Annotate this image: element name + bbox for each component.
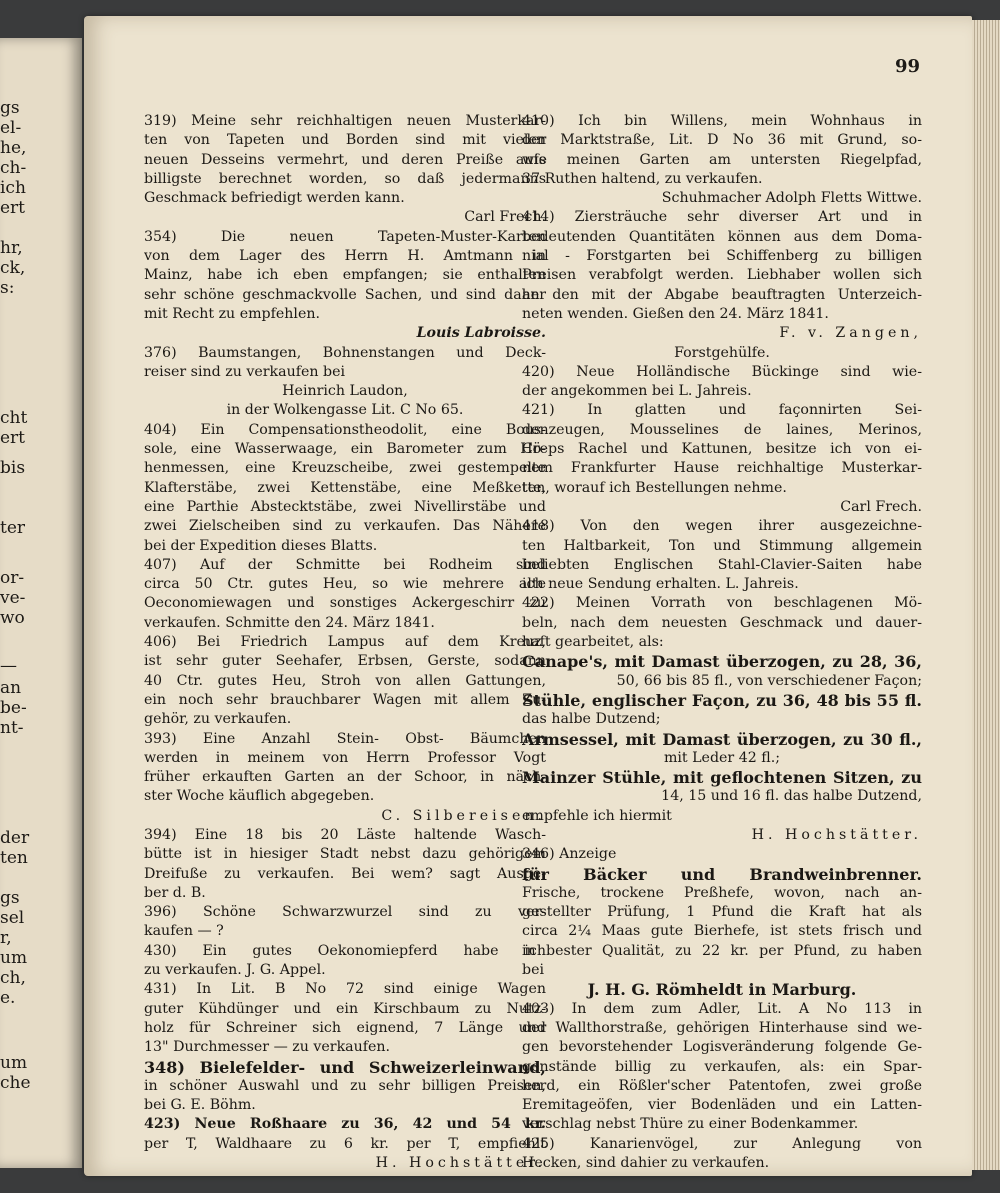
text-line: früher erkauften Garten an der Schoor, in näch- <box>144 769 546 786</box>
text-line: F. v. Zangen, <box>779 325 922 342</box>
left-page-fragment: or- <box>0 568 25 588</box>
text-line: billigste berechnet worden, so daß jedermanns <box>144 170 546 187</box>
text-line: 422) Meinen Vorrath von beschlagenen Mö- <box>522 595 922 612</box>
text-line: 376) Baumstangen, Bohnenstangen und Deck- <box>144 344 546 361</box>
text-line: C. Silbereisen. <box>381 807 546 824</box>
page-edges <box>972 20 1000 1170</box>
text-line: herd, ein Rößler'scher Patentofen, zwei große <box>522 1077 922 1094</box>
text-line: sehr schöne geschmackvolle Sachen, und sind daher <box>144 286 546 303</box>
text-line: 13" Durchmesser — zu verkaufen. <box>144 1039 391 1056</box>
text-line: wie meinen Garten am untersten Riegelpfad, <box>522 151 922 168</box>
text-line: 430) Ein gutes Oekonomiepferd habe ich <box>144 942 546 959</box>
left-page-fragment: wo <box>0 608 25 628</box>
left-page-fragment: bis <box>0 458 26 478</box>
text-line: 421) In glatten und façonnirten Sei- <box>522 402 922 419</box>
left-page-fragment: ten <box>0 848 28 868</box>
text-line: mit Leder 42 fl.; <box>663 749 781 766</box>
text-line: in schöner Auswahl und zu sehr billigen Preisen, <box>144 1077 546 1094</box>
text-line: gehör, zu verkaufen. <box>144 711 292 728</box>
left-page-fragment: nt- <box>0 718 24 738</box>
text-line: bütte ist in hiesiger Stadt nebst dazu gehörigem <box>144 846 546 863</box>
text-line: verschlag nebst Thüre zu einer Bodenkammer. <box>522 1116 859 1133</box>
text-line: ten Haltbarkeit, Ton und Stimmung allgemein <box>522 537 922 554</box>
text-line: Heinrich Laudon, <box>282 383 408 400</box>
left-column <box>144 112 546 1173</box>
text-line: Dreifuße zu verkaufen. Bei wem? sagt Ausge- <box>144 865 546 882</box>
text-line: verkaufen. Schmitte den 24. März 1841. <box>144 614 435 631</box>
text-line: an den mit der Abgabe beauftragten Unterzeich- <box>522 286 922 303</box>
text-line: Frische, trockene Preßhefe, wovon, nach an- <box>522 884 922 901</box>
text-line: ten von Tapeten und Borden sind mit vielen <box>144 132 546 149</box>
text-line: Carl Frech. <box>840 498 922 515</box>
text-line: 396) Schöne Schwarzwurzel sind zu ver- <box>144 904 546 921</box>
text-line: 346) Anzeige <box>522 846 617 863</box>
text-line: 14, 15 und 16 fl. das halbe Dutzend, <box>661 788 922 805</box>
text-line: neten wenden. Gießen den 24. März 1841. <box>522 305 829 322</box>
text-line: für Bäcker und Brandweinbrenner. <box>522 864 922 884</box>
text-line: zu verkaufen. J. G. Appel. <box>144 962 326 979</box>
left-page-fragment: s: <box>0 278 15 298</box>
page-number: 99 <box>894 56 920 77</box>
text-line: Carl Frech. <box>464 209 546 226</box>
left-page-fragment: ch- <box>0 158 27 178</box>
left-page-fragment: an <box>0 678 22 698</box>
text-line: holz für Schreiner sich eignend, 7 Länge und <box>144 1019 546 1036</box>
text-line: mit Recht zu empfehlen. <box>144 305 320 322</box>
text-line: ber d. B. <box>144 884 206 901</box>
book-page <box>84 16 972 1176</box>
text-line: Oeconomiewagen und sonstiges Ackergeschirr zu <box>144 595 546 612</box>
left-page-fragment: um <box>0 1053 28 1073</box>
left-page-fragment: ve- <box>0 588 26 608</box>
text-line: von dem Lager des Herrn H. Amtmann in <box>144 248 546 265</box>
text-line: nem Frankfurter Hause reichhaltige Musterkar- <box>522 460 922 477</box>
text-line: circa 50 Ctr. gutes Heu, so wie mehrere alte <box>144 576 546 593</box>
text-line: Mainzer Stühle, mit geflochtenen Sitzen, zu <box>522 768 922 788</box>
text-line: der angekommen bei L. Jahreis. <box>522 383 752 400</box>
text-line: werden in meinem von Herrn Professor Vogt <box>144 749 546 766</box>
text-line: 431) In Lit. B No 72 sind einige Wagen <box>144 981 546 998</box>
text-line: Creps Rachel und Kattunen, besitze ich von ei- <box>522 441 922 458</box>
left-page-fragment: ch, <box>0 968 26 988</box>
text-line: beliebten Englischen Stahl-Clavier-Saiten habe <box>522 556 922 573</box>
text-line: 418) Von den wegen ihrer ausgezeichne- <box>522 518 922 535</box>
left-page-fragment: r, <box>0 928 12 948</box>
text-line: denzeugen, Mousselines de laines, Merinos, <box>522 421 922 438</box>
text-line: Klafterstäbe, zwei Kettenstäbe, eine Meßkette, <box>144 479 546 496</box>
text-line: Louis Labroisse. <box>416 325 546 342</box>
left-page-fragment: um <box>0 948 28 968</box>
left-page-fragment: gs <box>0 888 20 908</box>
text-line: 37 Ruthen haltend, zu verkaufen. <box>522 170 763 187</box>
text-line: der Marktstraße, Lit. D No 36 mit Grund, so- <box>522 132 922 149</box>
text-line: ich neue Sendung erhalten. L. Jahreis. <box>522 576 799 593</box>
text-line: sole, eine Wasserwaage, ein Barometer zum Hö- <box>144 441 546 458</box>
left-page-fragment: che <box>0 1073 31 1093</box>
text-line: in bester Qualität, zu 22 kr. per Pfund, zu haben <box>522 942 922 959</box>
text-line: H. Hochstätter. <box>375 1155 546 1172</box>
text-line: 410) Ich bin Willens, mein Wohnhaus in <box>522 113 922 129</box>
text-line: 406) Bei Friedrich Lampus auf dem Kreuz, <box>144 634 546 651</box>
left-page-fragment: ert <box>0 198 26 218</box>
text-line: ster Woche käuflich abgegeben. <box>144 788 375 805</box>
text-line: Geschmack befriedigt werden kann. <box>144 190 405 207</box>
text-line: J. H. G. Römheldt in Marburg. <box>587 980 857 1000</box>
text-line: 423) Neue Roßhaare zu 36, 42 und 54 kr. <box>144 1116 546 1133</box>
text-line: genstände billig zu verkaufen, als: ein Spar- <box>522 1058 922 1075</box>
text-line: 394) Eine 18 bis 20 Läste haltende Wasch- <box>144 826 546 843</box>
text-line: ein noch sehr brauchbarer Wagen mit allem Zu- <box>144 691 546 708</box>
text-line: 414) Ziersträuche sehr diverser Art und in <box>522 209 922 226</box>
text-line: 404) Ein Compensationstheodolit, eine Bous- <box>144 421 546 438</box>
text-line: H. Hochstätter. <box>751 826 922 843</box>
left-page-fragment: gs <box>0 98 20 118</box>
text-line: empfehle ich hiermit <box>522 807 672 824</box>
text-line: Preisen verabfolgt werden. Liebhaber wollen sich <box>522 267 922 284</box>
left-page-fragment: e. <box>0 988 16 1008</box>
text-line: eine Parthie Abstecktstäbe, zwei Nivellirstäbe und <box>144 498 546 515</box>
text-line: 393) Eine Anzahl Stein- Obst- Bäumchen <box>144 730 546 747</box>
text-line: gestellter Prüfung, 1 Pfund die Kraft hat als <box>522 904 922 921</box>
left-page-fragment: sel <box>0 908 25 928</box>
text-line: 348) Bielefelder- und Schweizerleinwand, <box>144 1057 546 1077</box>
text-line: Stühle, englischer Façon, zu 36, 48 bis 55 fl. <box>522 690 922 710</box>
text-line: beln, nach dem neuesten Geschmack und dauer- <box>522 614 922 631</box>
text-line: guter Kühdünger und ein Kirschbaum zu Nutz- <box>144 1000 546 1017</box>
left-page-fragment: el- <box>0 118 22 138</box>
text-line: neuen Desseins vermehrt, und deren Preiße aufs <box>144 151 546 168</box>
left-page-fragment: cht <box>0 408 28 428</box>
text-line: nial - Forstgarten bei Schiffenberg zu billigen <box>522 248 922 265</box>
text-line: 425) Kanarienvögel, zur Anlegung von <box>522 1135 922 1152</box>
text-line: bei G. E. Böhm. <box>144 1097 256 1114</box>
text-line: 403) In dem zum Adler, Lit. A No 113 in <box>522 1000 922 1017</box>
text-line: Forstgehülfe. <box>674 344 770 361</box>
left-page-fragment: be- <box>0 698 27 718</box>
text-line: 40 Ctr. gutes Heu, Stroh von allen Gattungen, <box>144 672 546 689</box>
text-line: der Wallthorstraße, gehörigen Hinterhause sind we- <box>522 1019 922 1036</box>
text-line: ten, worauf ich Bestellungen nehme. <box>522 479 787 496</box>
text-line: bei der Expedition dieses Blatts. <box>144 537 378 554</box>
text-line: henmessen, eine Kreuzscheibe, zwei gestempelte <box>144 460 546 477</box>
left-page-fragment: he, <box>0 138 27 158</box>
text-line: circa 2¼ Maas gute Bierhefe, ist stets frisch und <box>522 923 922 940</box>
text-line: in der Wolkengasse Lit. C No 65. <box>226 402 464 419</box>
left-page-edge <box>0 38 82 1168</box>
text-line: Eremitageöfen, vier Bodenläden und ein Latten- <box>522 1097 922 1114</box>
left-page-fragment: ck, <box>0 258 26 278</box>
text-line: kaufen — ? <box>144 923 224 940</box>
text-line: Canape's, mit Damast überzogen, zu 28, 36, <box>522 652 922 672</box>
text-line: haft gearbeitet, als: <box>522 634 664 651</box>
text-line: das halbe Dutzend; <box>522 711 661 728</box>
text-line: 407) Auf der Schmitte bei Rodheim sind <box>144 556 546 573</box>
left-page-fragment: — <box>0 656 17 676</box>
text-line: Schuhmacher Adolph Fletts Wittwe. <box>661 190 922 207</box>
text-line: Mainz, habe ich eben empfangen; sie enthalten <box>144 267 546 284</box>
text-line: bedeutenden Quantitäten können aus dem Doma- <box>522 228 922 245</box>
text-line: zwei Zielscheiben sind zu verkaufen. Das Nähere <box>144 518 546 535</box>
right-column <box>522 112 922 1173</box>
text-line: Hecken, sind dahier zu verkaufen. <box>522 1155 770 1172</box>
text-line: per T, Waldhaare zu 6 kr. per T, empfiehlt <box>144 1135 546 1152</box>
text-line: gen bevorstehender Logisveränderung folgende Ge- <box>522 1039 922 1056</box>
text-line: bei <box>522 962 545 979</box>
text-line: 420) Neue Holländische Bückinge sind wie- <box>522 363 922 380</box>
left-page-fragment: ter <box>0 518 26 538</box>
text-line: 354) Die neuen Tapeten-Muster-Karten <box>144 228 546 245</box>
left-page-fragment: ert <box>0 428 26 448</box>
left-page-fragment: der <box>0 828 30 848</box>
left-page-fragment: ich <box>0 178 26 198</box>
text-line: reiser sind zu verkaufen bei <box>144 363 346 380</box>
text-line: 319) Meine sehr reichhaltigen neuen Musterkar- <box>144 113 546 129</box>
left-page-fragment: hr, <box>0 238 23 258</box>
text-line: 50, 66 bis 85 fl., von verschiedener Façon; <box>616 672 922 689</box>
text-line: Armsessel, mit Damast überzogen, zu 30 fl., <box>522 729 922 749</box>
text-line: ist sehr guter Seehafer, Erbsen, Gerste, sodann <box>144 653 546 670</box>
